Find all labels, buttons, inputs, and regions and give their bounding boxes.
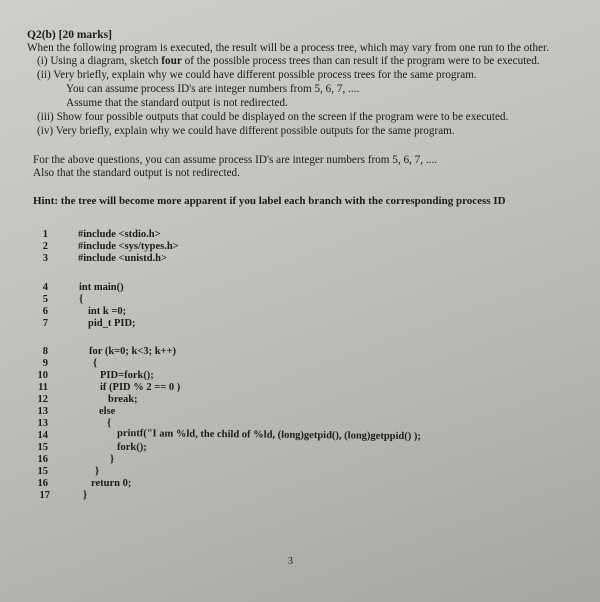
code-line: PID=fork(); (100, 370, 154, 381)
code-line: if (PID % 2 == 0 ) (100, 382, 181, 393)
line-number: 15 (37, 442, 48, 453)
line-number: 9 (42, 358, 48, 369)
code-line: int k =0; (88, 306, 127, 317)
code-line: } (95, 466, 100, 477)
line-number: 2 (42, 241, 48, 252)
code-line: { (107, 418, 112, 429)
line-number: 15 (37, 466, 48, 477)
page-number: 3 (288, 556, 293, 567)
line-number: 13 (37, 418, 48, 429)
line-number: 5 (42, 294, 48, 305)
line-number: 8 (42, 346, 48, 357)
line-number: 7 (42, 318, 48, 329)
part-i-pre: (i) Using a diagram, sketch (37, 55, 162, 67)
assumption-pids: For the above questions, you can assume process ID's are integer numbers from 5, 6, 7, .... (33, 154, 438, 166)
part-ii-note-2: Assume that the standard output is not redirected. (66, 97, 288, 109)
code-line: #include <sys/types.h> (78, 241, 179, 252)
code-line: } (83, 490, 88, 501)
line-number: 4 (42, 282, 48, 293)
line-number: 1 (42, 229, 48, 240)
code-line: return 0; (91, 478, 132, 489)
part-ii: (ii) Very briefly, explain why we could have different possible process trees for the same program. (37, 69, 477, 81)
code-line: printf("I am %ld, the child of %ld, (long)getpid(), (long)getppid() ); (116, 428, 421, 443)
code-line: pid_t PID; (88, 318, 136, 329)
hint: Hint: the tree will become more apparent if you label each branch with the corresponding process ID (33, 195, 506, 207)
line-number: 17 (39, 490, 50, 501)
line-number: 10 (37, 370, 48, 381)
code-line: fork(); (117, 442, 147, 453)
part-iii: (iii) Show four possible outputs that could be displayed on the screen if the program were to be executed. (37, 111, 509, 123)
part-ii-note-1: You can assume process ID's are integer numbers from 5, 6, 7, .... (66, 83, 360, 95)
code-line: int main() (79, 282, 124, 293)
line-number: 14 (37, 430, 48, 441)
question-title: Q2(b) [20 marks] (27, 29, 112, 41)
code-line: } (110, 454, 115, 465)
assumption-stdout: Also that the standard output is not redirected. (33, 167, 240, 179)
line-number: 16 (37, 478, 48, 489)
line-number: 16 (37, 454, 48, 465)
code-line: #include <stdio.h> (78, 229, 161, 240)
line-number: 12 (37, 394, 48, 405)
code-line: for (k=0; k<3; k++) (89, 346, 177, 357)
part-i-post: of the possible process trees than can result if the program were to be executed. (181, 55, 540, 67)
code-line: { (79, 294, 84, 305)
part-i (37, 55, 540, 67)
line-number: 6 (42, 306, 48, 317)
question-intro: When the following program is executed, the result will be a process tree, which may vary from one run to the other. (27, 42, 549, 54)
line-number: 11 (38, 382, 48, 393)
code-line: break; (108, 394, 138, 405)
part-i-bold: four (161, 55, 182, 67)
code-line: else (99, 406, 116, 417)
code-line: #include <unistd.h> (78, 253, 167, 264)
code-line: { (93, 358, 98, 369)
part-iv: (iv) Very briefly, explain why we could have different possible outputs for the same program. (37, 125, 455, 137)
line-number: 3 (42, 253, 48, 264)
line-number: 13 (37, 406, 48, 417)
